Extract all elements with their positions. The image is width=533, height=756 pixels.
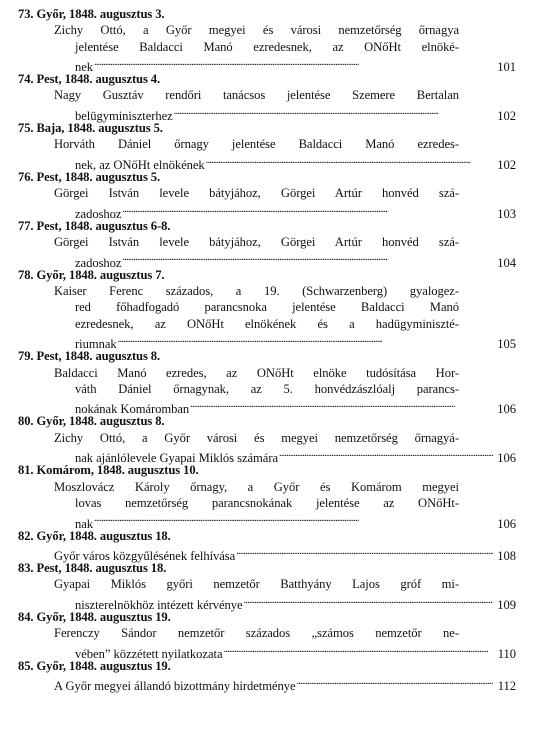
entry-leader-line <box>18 332 516 352</box>
toc-entry <box>18 120 516 172</box>
entry-leader-line <box>18 593 516 612</box>
toc-entry <box>18 169 516 221</box>
page-number: 106 <box>497 451 516 466</box>
dot-leader <box>174 104 493 120</box>
page-number: 109 <box>497 597 516 612</box>
entry-description-end: nek, az ONőHt elnökének <box>75 157 205 172</box>
dot-leader <box>244 593 493 609</box>
toc-entry <box>18 267 516 352</box>
entry-leader-line <box>18 446 516 466</box>
entry-description-line: Zichy Ottó, a Győr megyei és városi nemzetőrség őrnagya <box>54 23 459 38</box>
table-of-contents <box>18 6 516 694</box>
entry-leader-line <box>18 250 516 270</box>
toc-entry <box>18 71 516 124</box>
entry-description-end: nak <box>75 516 94 531</box>
entry-heading: 75. Baja, 1848. augusztus 5. <box>18 121 163 136</box>
dot-leader <box>206 153 493 169</box>
entry-leader-line <box>18 202 516 221</box>
page-number: 108 <box>497 549 516 564</box>
entry-description-line: Kaiser Ferenc százados, a 19. (Schwarzenberg) gyalogez- <box>54 284 459 299</box>
dot-leader <box>297 674 493 690</box>
dot-leader <box>224 642 494 658</box>
entry-heading: 85. Győr, 1848. augusztus 19. <box>18 658 171 673</box>
entry-heading: 74. Pest, 1848. augusztus 4. <box>18 72 161 87</box>
entry-heading: 76. Pest, 1848. augusztus 5. <box>18 169 161 184</box>
toc-entry <box>18 6 516 75</box>
entry-leader-line <box>18 55 516 75</box>
page-number: 104 <box>497 255 516 270</box>
entry-leader-line <box>18 674 516 694</box>
entry-description-end: zadoshoz <box>75 255 122 270</box>
entry-leader-line <box>18 544 516 564</box>
dot-leader <box>118 332 493 348</box>
page-number: 102 <box>497 157 516 172</box>
entry-description-end: nek <box>75 60 94 75</box>
entry-description-end: nokának Komáromban <box>75 402 190 417</box>
entry-leader-line <box>18 104 516 124</box>
entry-description-line: Görgei István levele bátyjához, Görgei Artúr honvéd szá- <box>54 186 459 201</box>
toc-entry <box>18 348 516 417</box>
toc-entry <box>18 462 516 531</box>
entry-description-line: Baldacci Manó ezredes, az ONőHt elnöke tudósítása Hor- <box>54 365 459 380</box>
page-number: 102 <box>497 109 516 124</box>
entry-description-line: Zichy Ottó, a Győr városi és megyei nemzetőrség őrnagyá- <box>54 430 459 445</box>
dot-leader <box>190 397 493 413</box>
entry-heading: 78. Győr, 1848. augusztus 7. <box>18 267 165 282</box>
entry-description-end: niszterelnökhöz intézett kérvénye <box>75 597 243 612</box>
toc-entry <box>18 218 516 270</box>
dot-leader <box>94 511 493 527</box>
entry-heading: 82. Győr, 1848. augusztus 18. <box>18 528 171 543</box>
entry-description-line: lovas nemzetőrség parancsnokának jelentése az ONőHt- <box>75 495 459 510</box>
entry-description-line: Görgei István levele bátyjához, Görgei Artúr honvéd szá- <box>54 235 459 250</box>
entry-description-end: A Győr megyei állandó bizottmány hirdetménye <box>54 679 296 694</box>
page-number: 106 <box>497 402 516 417</box>
page-number: 105 <box>497 337 516 352</box>
entry-heading: 80. Győr, 1848. augusztus 8. <box>18 414 165 429</box>
entry-description-end: belügyminiszterhez <box>75 109 173 124</box>
page-number: 106 <box>497 516 516 531</box>
entry-heading: 81. Komárom, 1848. augusztus 10. <box>18 463 199 478</box>
toc-entry <box>18 528 516 564</box>
entry-description-end: Győr város közgyűlésének felhívása <box>54 549 236 564</box>
toc-entry <box>18 560 516 612</box>
entry-description-line: váth Dániel őrnagynak, az 5. honvédzászlóalj parancs- <box>75 381 459 396</box>
entry-description-end: nak ajánlólevele Gyapai Miklós számára <box>75 451 279 466</box>
entry-description-line: Gyapai Miklós győri nemzetőr Batthyány Lajos gróf mi- <box>54 577 459 592</box>
entry-heading: 83. Pest, 1848. augusztus 18. <box>18 561 167 576</box>
entry-heading: 77. Pest, 1848. augusztus 6-8. <box>18 218 171 233</box>
entry-heading: 79. Pest, 1848. augusztus 8. <box>18 349 161 364</box>
entry-leader-line <box>18 511 516 531</box>
page-number: 110 <box>497 646 516 661</box>
entry-description-line: Moszlovácz Károly őrnagy, a Győr és Komárom megyei <box>54 479 459 494</box>
dot-leader <box>122 250 493 266</box>
toc-entry <box>18 609 516 661</box>
entry-description-line: Nagy Gusztáv rendőri tanácsos jelentése Szemere Bertalan <box>54 88 459 103</box>
entry-description-line: red főhadfogadó parancsnoka jelentése Baldacci Manó <box>75 300 459 315</box>
toc-entry <box>18 413 516 466</box>
entry-leader-line <box>18 642 516 661</box>
entry-description-line: Ferenczy Sándor nemzetőr százados „számos nemzetőr ne- <box>54 626 459 641</box>
entry-leader-line <box>18 153 516 172</box>
entry-description-line: Horváth Dániel őrnagy jelentése Baldacci Manó ezredes- <box>54 137 459 152</box>
entry-heading: 84. Győr, 1848. augusztus 19. <box>18 609 171 624</box>
dot-leader <box>279 446 493 462</box>
entry-leader-line <box>18 397 516 417</box>
dot-leader <box>94 55 493 71</box>
page-number: 103 <box>497 206 516 221</box>
entry-heading: 73. Győr, 1848. augusztus 3. <box>18 7 165 21</box>
entry-description-end: zadoshoz <box>75 206 122 221</box>
toc-entry <box>18 658 516 694</box>
dot-leader <box>122 202 493 218</box>
entry-description-line: jelentése Baldacci Manó ezredesnek, az ONőHt elnöké- <box>75 39 459 54</box>
dot-leader <box>236 544 493 560</box>
entry-description-line: ezredesnek, az ONőHt elnökének és a hadügyminiszté- <box>75 316 459 331</box>
page-number: 101 <box>497 60 516 75</box>
entry-description-end: riumnak <box>75 337 117 352</box>
entry-description-end: vében” közzétett nyilatkozata <box>75 646 223 661</box>
page-number: 112 <box>497 679 516 694</box>
